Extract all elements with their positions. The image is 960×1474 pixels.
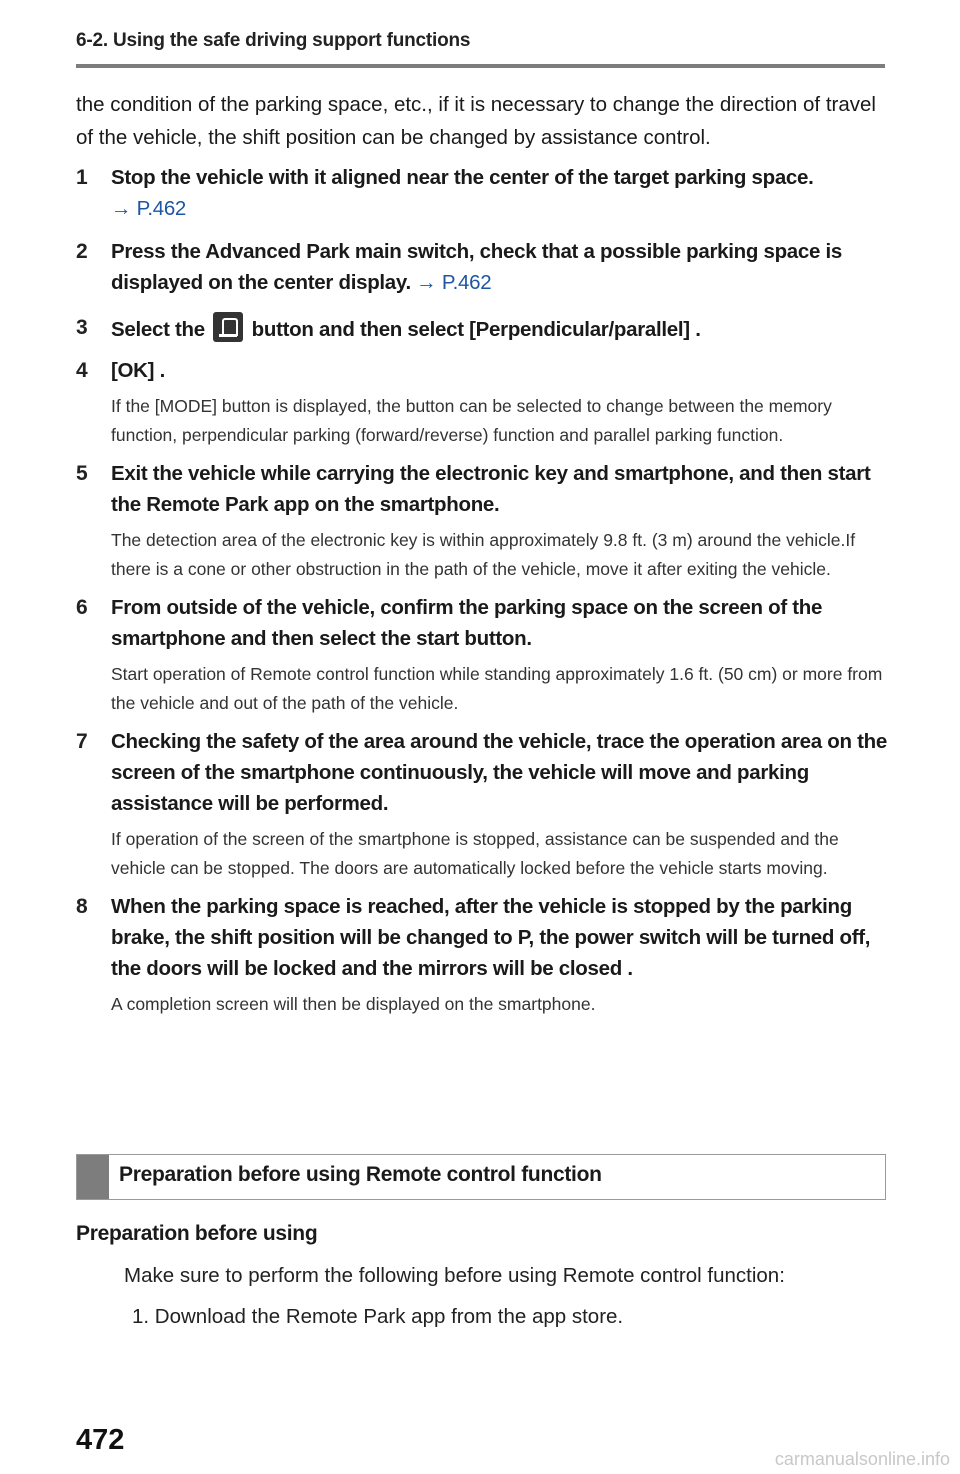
- step-title: [OK] .: [111, 359, 165, 382]
- step-title: When the parking space is reached, after the vehicle is stopped by the parking brake, the shift position will be changed to P, the power switch will be turned off, the doors will be locked and the mirrors will be closed .: [111, 895, 871, 980]
- step-note: The detection area of the electronic key is within approximately 9.8 ft. (3 m) around the vehicle.If there is a cone or other obstruction in the path of the vehicle, move it after exiting the vehicle.: [111, 530, 856, 579]
- step-note: If the [MODE] button is displayed, the button can be selected to change between the memory function, perpendicular parking (forward/reverse) function and parallel parking function.: [111, 396, 832, 445]
- watermark: carmanualsonline.info: [774, 1449, 950, 1469]
- page-number: 472: [76, 1424, 125, 1456]
- main-content: [76, 88, 888, 1027]
- page-reference-link[interactable]: → P.462: [111, 197, 187, 220]
- step-number: 8: [76, 895, 88, 918]
- preparation-heading: Preparation before using: [76, 1222, 318, 1245]
- step-3: [76, 312, 888, 345]
- step-note: If operation of the screen of the smartphone is stopped, assistance can be suspended and the vehicle can be stopped. The doors are automatically locked before the vehicle starts moving.: [111, 829, 839, 878]
- step-note: Start operation of Remote control function while standing approximately 1.6 ft. (50 cm) or more from the vehicle and out of the path of the vehicle.: [111, 664, 883, 713]
- step-number: 3: [76, 316, 88, 339]
- section-heading-bar: [76, 1154, 886, 1200]
- step-number: 1: [76, 166, 88, 189]
- step-title-text: Select the: [111, 318, 205, 341]
- step-number: 5: [76, 462, 88, 485]
- header-divider: [76, 64, 885, 68]
- step-title-text: Press the Advanced Park main switch, check that a possible parking space is displayed on the center display.: [111, 240, 842, 294]
- step-8: [76, 891, 888, 1019]
- step-6: [76, 592, 888, 718]
- step-title: Exit the vehicle while carrying the electronic key and smartphone, and then start the Remote Park app on the smartphone.: [111, 462, 871, 516]
- step-title: Checking the safety of the area around the vehicle, trace the operation area on the screen of the smartphone continuously, the vehicle will move and parking assistance will be performed.: [111, 730, 887, 815]
- step-title: [111, 162, 888, 224]
- page-reference-link[interactable]: → P.462: [416, 271, 492, 294]
- parking-button-icon: [213, 312, 243, 342]
- step-number: 6: [76, 596, 88, 619]
- preparation-text: Make sure to perform the following before using Remote control function:: [124, 1264, 785, 1287]
- step-4: [76, 355, 888, 450]
- step-number: 4: [76, 359, 88, 382]
- step-number: 2: [76, 240, 88, 263]
- step-7: [76, 726, 888, 883]
- step-title: From outside of the vehicle, confirm the parking space on the screen of the smartphone and then select the start button.: [111, 596, 823, 650]
- step-title-text: button and then select [Perpendicular/parallel] .: [251, 318, 701, 341]
- step-note: A completion screen will then be displayed on the smartphone.: [111, 994, 596, 1014]
- section-tab-marker: [77, 1155, 109, 1199]
- intro-paragraph: the condition of the parking space, etc., if it is necessary to change the direction of travel of the vehicle, the shift position can be changed by assistance control.: [76, 93, 876, 149]
- step-5: [76, 458, 888, 584]
- step-title-text: Stop the vehicle with it aligned near the center of the target parking space.: [111, 166, 814, 189]
- preparation-list-item: 1. Download the Remote Park app from the app store.: [132, 1305, 624, 1328]
- step-title: [111, 236, 888, 298]
- step-title: [111, 312, 888, 345]
- section-header: 6-2. Using the safe driving support functions: [76, 30, 471, 51]
- step-number: 7: [76, 730, 88, 753]
- step-2: [76, 236, 888, 298]
- step-1: [76, 162, 888, 224]
- section-title: Preparation before using Remote control function: [119, 1163, 602, 1186]
